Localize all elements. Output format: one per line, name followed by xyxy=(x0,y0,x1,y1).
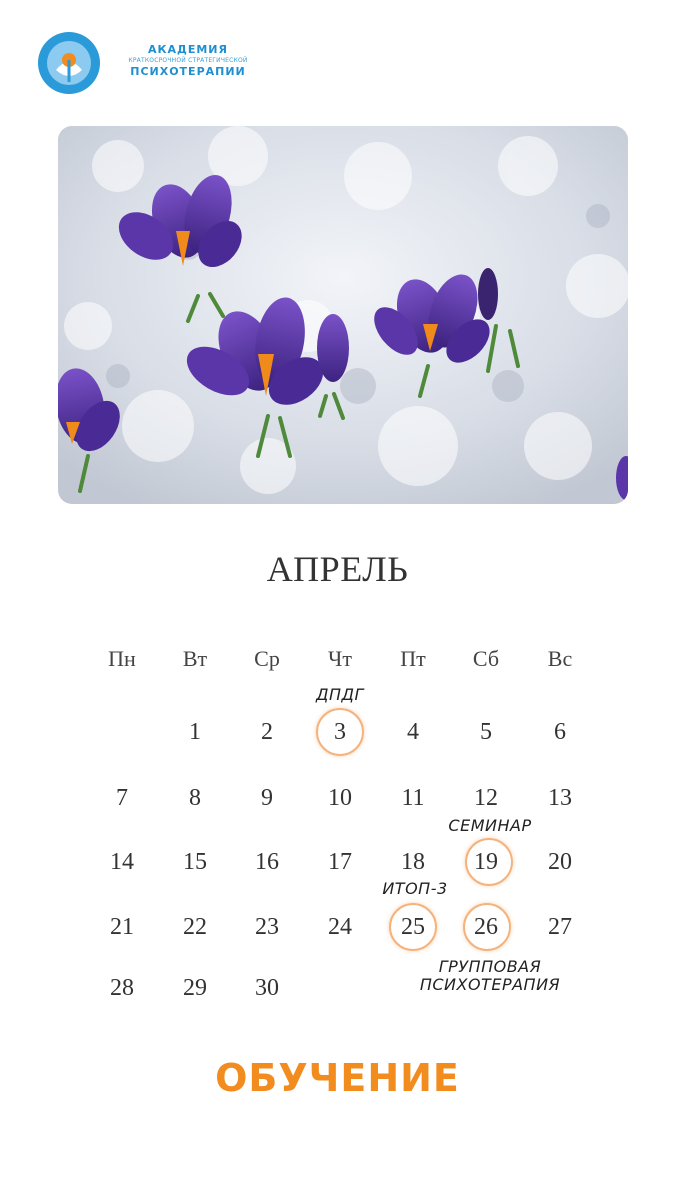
day-22: 22 xyxy=(183,914,207,940)
day-24: 24 xyxy=(328,914,352,940)
day-20: 20 xyxy=(548,849,572,875)
day-18: 18 xyxy=(401,849,425,875)
day-6: 6 xyxy=(554,719,566,745)
day-28: 28 xyxy=(110,975,134,1001)
event-label-seminar: СЕМИНАР xyxy=(448,816,532,835)
logo-subtitle-2: ПСИХОТЕРАПИИ xyxy=(130,65,246,78)
day-5: 5 xyxy=(480,719,492,745)
day-26: 26 xyxy=(474,914,498,940)
day-4: 4 xyxy=(407,719,419,745)
day-2: 2 xyxy=(261,719,273,745)
academy-logo xyxy=(36,30,248,96)
logo-text xyxy=(118,44,258,77)
day-23: 23 xyxy=(255,914,279,940)
weekday-fri: Пт xyxy=(400,646,426,671)
footer-title: ОБУЧЕНИЕ xyxy=(215,1056,460,1100)
event-label-itop: ИТОП-3 xyxy=(382,879,448,898)
day-17: 17 xyxy=(328,849,352,875)
weekday-wed: Ср xyxy=(254,646,280,671)
day-14: 14 xyxy=(110,849,134,875)
day-9: 9 xyxy=(261,785,273,811)
day-13: 13 xyxy=(548,785,572,811)
event-label-group xyxy=(400,958,580,994)
day-1: 1 xyxy=(189,719,201,745)
day-10: 10 xyxy=(328,785,352,811)
day-16: 16 xyxy=(255,849,279,875)
weekday-sat: Сб xyxy=(472,646,500,671)
event-label-group-line1: ГРУППОВАЯ xyxy=(438,957,542,976)
day-25: 25 xyxy=(401,914,425,940)
month-title: АПРЕЛЬ xyxy=(266,549,409,589)
day-3: 3 xyxy=(334,719,346,745)
event-label-group-line2: ПСИХОТЕРАПИЯ xyxy=(419,975,561,994)
day-15: 15 xyxy=(183,849,207,875)
day-21: 21 xyxy=(110,914,134,940)
day-8: 8 xyxy=(189,785,201,811)
day-27: 27 xyxy=(548,914,572,940)
weekday-mon: Пн xyxy=(108,646,136,671)
weekday-thu: Чт xyxy=(328,646,352,671)
day-29: 29 xyxy=(183,975,207,1001)
crocus-bud xyxy=(317,314,349,382)
logo-subtitle: КРАТКОСРОЧНОЙ СТРАТЕГИЧЕСКОЙ xyxy=(128,57,248,64)
day-12: 12 xyxy=(474,785,498,811)
day-7: 7 xyxy=(116,785,128,811)
day-30: 30 xyxy=(255,975,279,1001)
weekday-sun: Вс xyxy=(547,646,573,671)
crocus-photo xyxy=(58,126,628,504)
logo-emblem-icon xyxy=(36,30,102,96)
logo-title: АКАДЕМИЯ xyxy=(148,43,228,56)
weekday-tue: Вт xyxy=(182,646,208,671)
event-label-dpdg: ДПДГ xyxy=(316,685,364,704)
photo-image xyxy=(58,126,628,504)
day-11: 11 xyxy=(401,785,425,811)
day-19: 19 xyxy=(474,849,498,875)
